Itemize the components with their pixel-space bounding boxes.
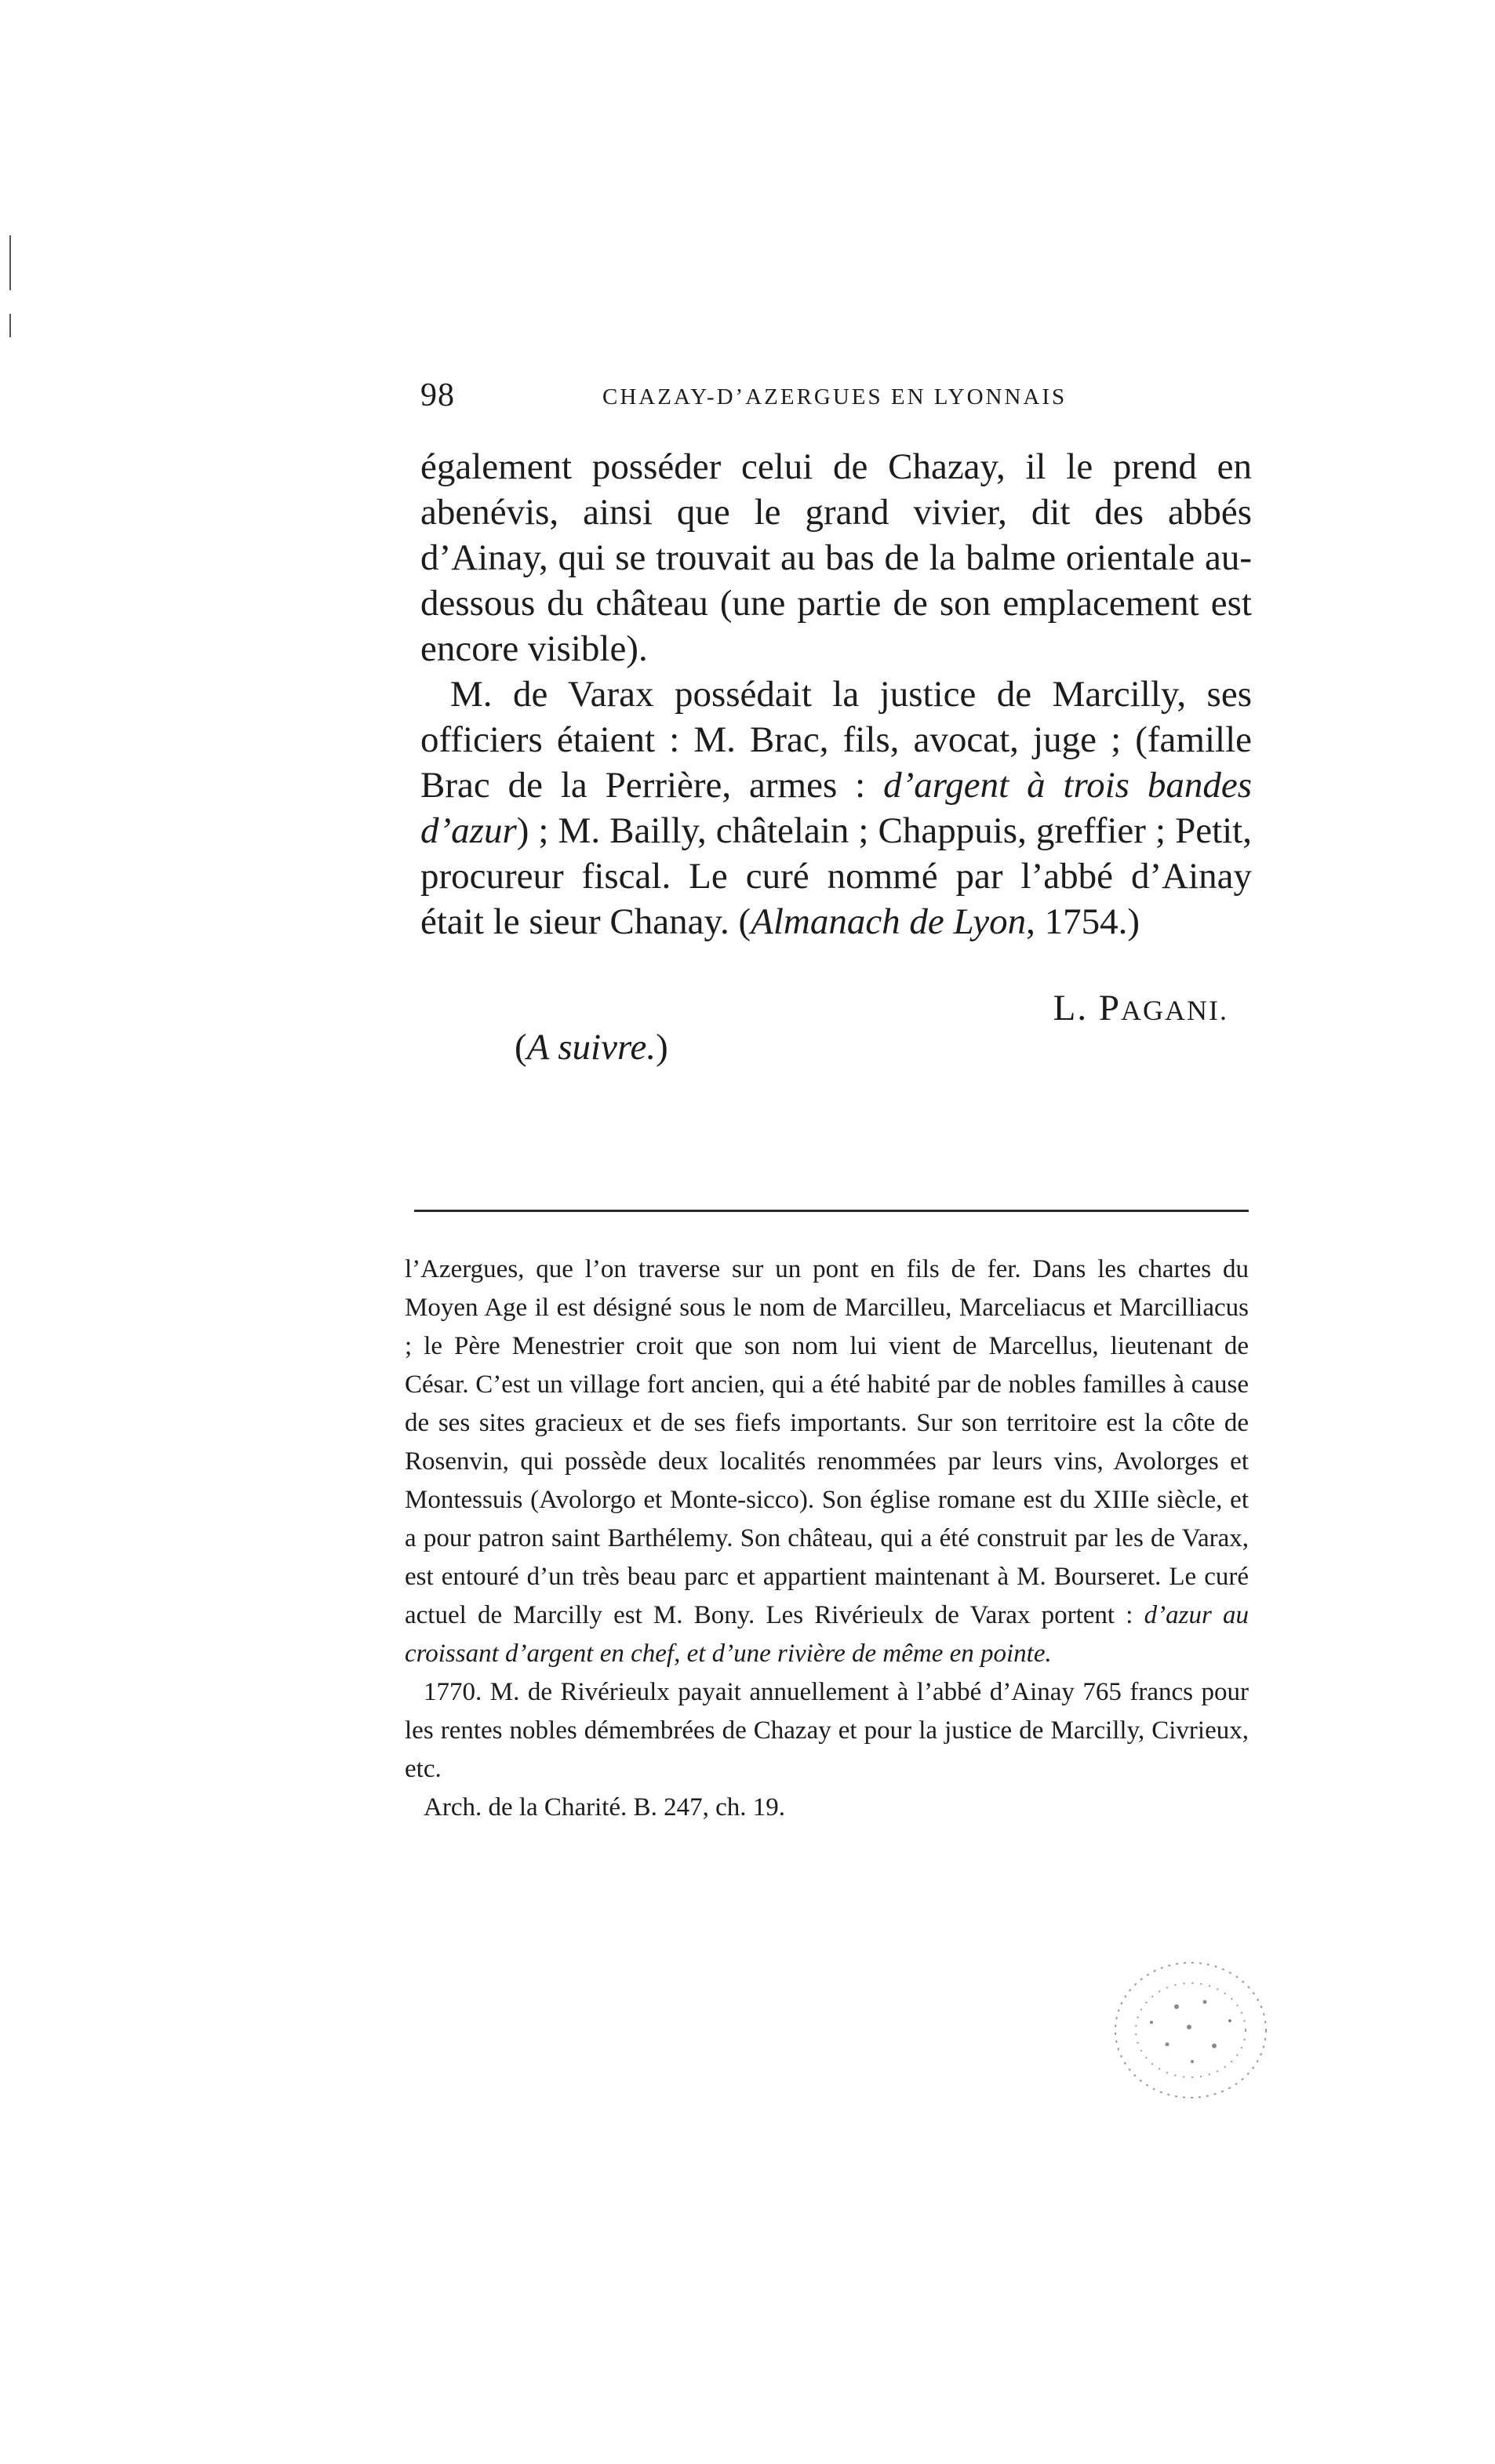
body-text <box>420 444 1252 944</box>
footnote-separator <box>414 1210 1249 1212</box>
continuation-note <box>515 1026 668 1068</box>
signature-block <box>420 979 1252 1089</box>
scan-margin-mark <box>9 314 11 337</box>
page-number: 98 <box>420 377 455 413</box>
footnote-paragraph <box>405 1250 1249 1673</box>
footnote-paragraph: 1770. M. de Rivérieulx payait annuellement à l’abbé d’Ainay 765 francs pour les rentes nobles démembrées de Chazay et pour la justice de Marcilly, Civrieux, etc. <box>405 1678 1249 1783</box>
scan-margin-mark <box>9 235 11 290</box>
footnote-citation: Arch. de la Charité. B. 247, ch. 19. <box>424 1793 785 1822</box>
footnotes <box>405 1250 1249 1827</box>
body-paragraph <box>420 672 1252 944</box>
continuation-text: A suivre. <box>526 1027 657 1068</box>
footnote-blazon: d’azur au croissant d’argent en chef, et d’une rivière de même en pointe. <box>405 1601 1249 1668</box>
body-paragraph: également posséder celui de Chazay, il le prend en abenévis, ainsi que le grand vivier, dit des abbés d’Ainay, qui se trouvait au bas de la balme orientale au-dessous du château (une partie de son emplacement est encore visible). <box>420 446 1252 669</box>
library-stamp-icon <box>1104 1952 1277 2109</box>
body-text-run: M. de Varax possédait la justice de Marcilly, ses officiers étaient : M. Brac, fils, avocat, juge ; (famille Brac de la Perrière, armes : <box>420 674 1252 806</box>
running-title: CHAZAY-D’AZERGUES EN LYONNAIS <box>602 384 1068 409</box>
author-surname: AGANI. <box>1121 995 1228 1026</box>
body-text-run: ) ; M. Bailly, châtelain ; Chappuis, greffier ; Petit, procureur fiscal. Le curé nommé par l’abbé d’Ainay était le sieur Chanay. ( <box>420 810 1252 942</box>
source-title: Almanach de Lyon <box>751 901 1027 942</box>
footnote-text-run: l’Azergues, que l’on traverse sur un pont en fils de fer. Dans les chartes du Moyen Age il est désigné sous le nom de Marcilleu, Marceliacus et Marcilliacus ; le Père Menestrier croit que son nom lui vient de Marcellus, lieutenant de César. C’est un village fort ancien, qui a été habité par de nobles familles à cause de ses sites gracieux et de ses fiefs importants. Sur son territoire est la côte de Rosenvin, qui possède deux localités renommées par leurs vins, Avolorges et Montessuis (Avolorgo et Monte-sicco). Son église romane est du XIIIe siècle, et a pour patron saint Barthélemy. Son château, qui a été construit par les de Varax, est entouré d’un très beau parc et appartient maintenant à M. Bourseret. Le curé actuel de Marcilly est M. Bony. Les Rivérieulx de Varax portent : <box>405 1255 1249 1629</box>
paren-close: ) <box>656 1027 668 1068</box>
paren-open: ( <box>515 1027 527 1068</box>
running-head <box>420 377 1252 424</box>
heraldic-blazon: d’argent à trois bandes d’azur <box>420 765 1252 851</box>
body-text-run: , 1754.) <box>1026 901 1140 942</box>
author-signature <box>1053 987 1228 1029</box>
author-initial: L. P <box>1053 988 1122 1028</box>
